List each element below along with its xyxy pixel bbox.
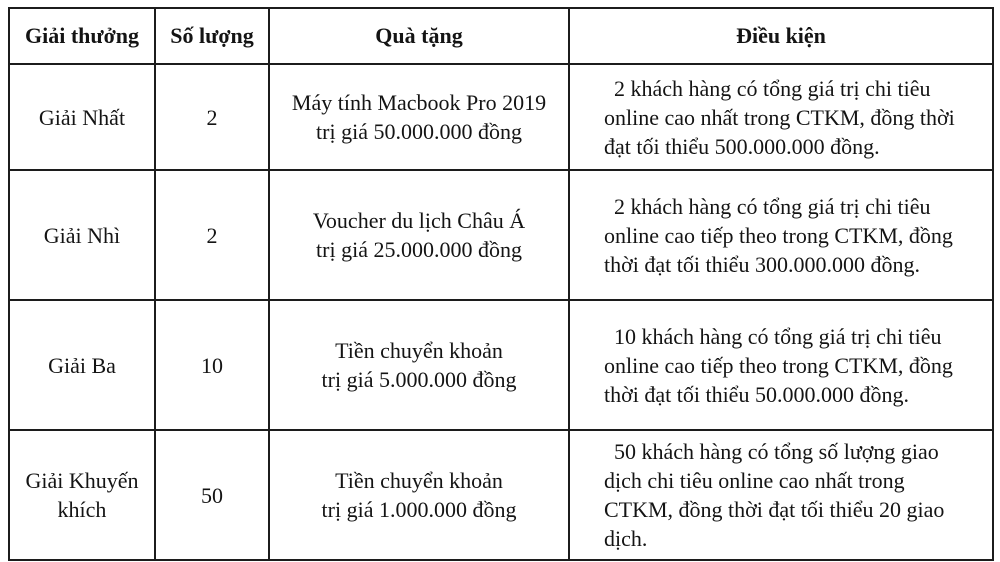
header-condition: Điều kiện [569, 8, 993, 64]
gift-line: Tiền chuyển khoản [335, 468, 503, 493]
gift-cell [269, 170, 569, 300]
quantity-cell: 50 [155, 430, 269, 560]
quantity-cell: 2 [155, 170, 269, 300]
condition-text: 50 khách hàng có tổng số lượng giao dịch chi tiêu online cao nhất trong CTKM, đồng thời đạt tối thiểu 20 giao dịch. [604, 439, 945, 551]
gift-value-line: trị giá 50.000.000 đồng [316, 119, 522, 144]
prize-name-line: khích [57, 497, 107, 522]
gift-value-line: trị giá 5.000.000 đồng [321, 367, 517, 392]
table-row [9, 300, 993, 430]
table-row [9, 64, 993, 170]
table-row [9, 430, 993, 560]
gift-cell [269, 64, 569, 170]
gift-line: Tiền chuyển khoản [335, 338, 503, 363]
gift-cell [269, 430, 569, 560]
prize-name-cell: Giải Nhì [9, 170, 155, 300]
condition-cell [569, 64, 993, 170]
gift-cell [269, 300, 569, 430]
prize-name-cell [9, 430, 155, 560]
header-prize: Giải thưởng [9, 8, 155, 64]
gift-value-line: trị giá 25.000.000 đồng [316, 237, 522, 262]
prize-name-line: Giải Khuyến [25, 468, 139, 493]
quantity-cell: 2 [155, 64, 269, 170]
condition-cell [569, 170, 993, 300]
header-row [9, 8, 993, 64]
table-row [9, 170, 993, 300]
header-quantity: Số lượng [155, 8, 269, 64]
condition-text: 10 khách hàng có tổng giá trị chi tiêu online cao tiếp theo trong CTKM, đồng thời đạt tối thiểu 50.000.000 đồng. [604, 323, 953, 407]
header-gift: Quà tặng [269, 8, 569, 64]
gift-line: Máy tính Macbook Pro 2019 [291, 90, 547, 115]
condition-text: 2 khách hàng có tổng giá trị chi tiêu online cao nhất trong CTKM, đồng thời đạt tối thiểu 500.000.000 đồng. [604, 75, 955, 159]
prize-name-cell: Giải Ba [9, 300, 155, 430]
gift-line: Voucher du lịch Châu Á [312, 208, 526, 233]
quantity-cell: 10 [155, 300, 269, 430]
condition-text: 2 khách hàng có tổng giá trị chi tiêu online cao tiếp theo trong CTKM, đồng thời đạt tối thiểu 300.000.000 đồng. [604, 193, 953, 277]
condition-cell [569, 300, 993, 430]
condition-cell [569, 430, 993, 560]
prize-name-cell: Giải Nhất [9, 64, 155, 170]
gift-value-line: trị giá 1.000.000 đồng [321, 497, 517, 522]
prize-table [8, 7, 994, 561]
